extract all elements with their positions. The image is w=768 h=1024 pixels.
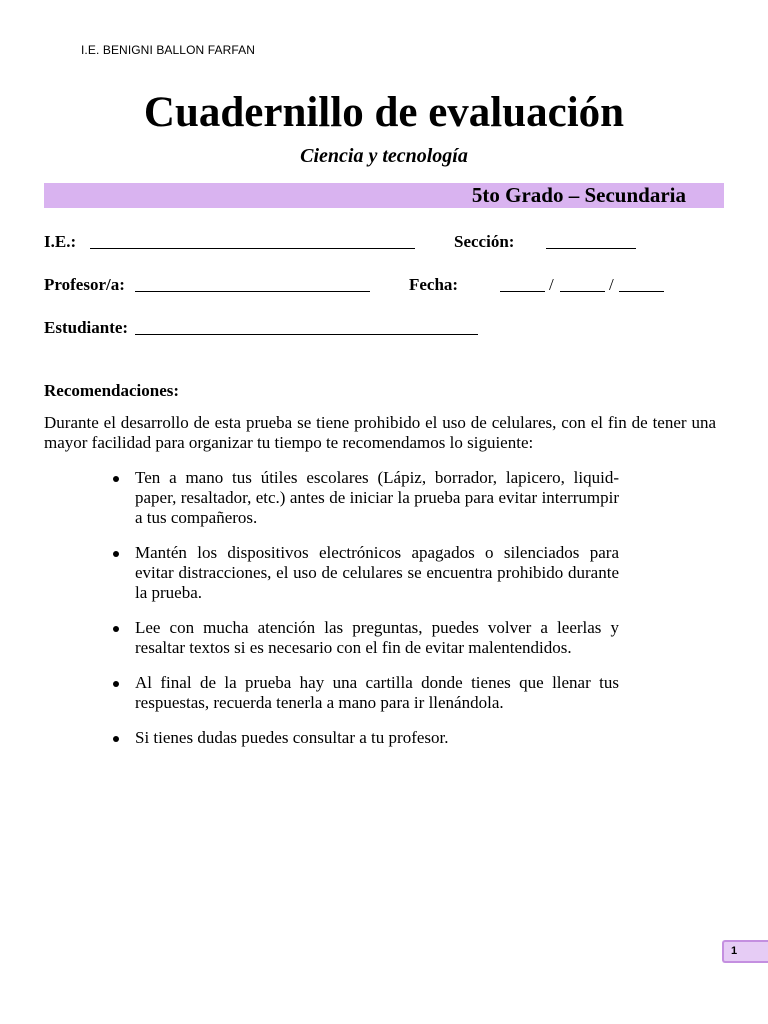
estudiante-blank[interactable] <box>135 334 478 335</box>
seccion-blank[interactable] <box>546 248 636 249</box>
list-item <box>110 543 619 603</box>
list-item-text: Al final de la prueba hay una cartilla donde tienes que llenar tus respuestas, recuerda tenerla a mano para ir llenándola. <box>135 673 619 712</box>
seccion-label: Sección: <box>454 232 515 251</box>
school-header: I.E. BENIGNI BALLON FARFAN <box>81 43 255 57</box>
document-subtitle: Ciencia y tecnología <box>300 145 468 167</box>
profesor-label: Profesor/a: <box>44 275 125 294</box>
grade-banner <box>44 183 724 208</box>
ie-label: I.E.: <box>44 232 77 251</box>
list-item <box>110 618 619 658</box>
bullet-icon <box>113 681 119 687</box>
document-title: Cuadernillo de evaluación <box>143 89 625 136</box>
grade-label: 5to Grado – Secundaria <box>471 183 686 207</box>
fecha-month-blank[interactable] <box>560 291 605 292</box>
bullet-icon <box>113 551 119 557</box>
bullet-icon <box>113 626 119 632</box>
page-number: 1 <box>722 940 768 963</box>
recommendations-intro: Durante el desarrollo de esta prueba se tiene prohibido el uso de celulares, con el fin de tener una mayor facilidad para organizar tu tiempo te recomendamos lo siguiente: <box>44 413 716 452</box>
ie-blank[interactable] <box>90 248 415 249</box>
recommendations-title: Recomendaciones: <box>44 381 180 400</box>
bullet-icon <box>113 476 119 482</box>
fecha-separator: / <box>549 275 554 294</box>
list-item-text: Si tienes dudas puedes consultar a tu profesor. <box>135 728 449 747</box>
fecha-year-blank[interactable] <box>619 291 664 292</box>
fecha-separator: / <box>609 275 614 294</box>
list-item <box>110 673 619 713</box>
recommendations-list <box>110 468 619 763</box>
list-item-text: Lee con mucha atención las preguntas, puedes volver a leerlas y resaltar textos si es necesario con el fin de evitar malentendidos. <box>135 618 619 657</box>
profesor-blank[interactable] <box>135 291 370 292</box>
estudiante-label: Estudiante: <box>44 318 129 337</box>
fecha-label: Fecha: <box>409 275 459 294</box>
list-item <box>110 728 619 748</box>
bullet-icon <box>113 736 119 742</box>
list-item <box>110 468 619 528</box>
list-item-text: Ten a mano tus útiles escolares (Lápiz, borrador, lapicero, liquid-paper, resaltador, etc.) antes de iniciar la prueba para evitar interrumpir a tus compañeros. <box>135 468 619 527</box>
fecha-day-blank[interactable] <box>500 291 545 292</box>
list-item-text: Mantén los dispositivos electrónicos apagados o silenciados para evitar distracciones, el uso de celulares se encuentra prohibido durante la prueba. <box>135 543 619 602</box>
